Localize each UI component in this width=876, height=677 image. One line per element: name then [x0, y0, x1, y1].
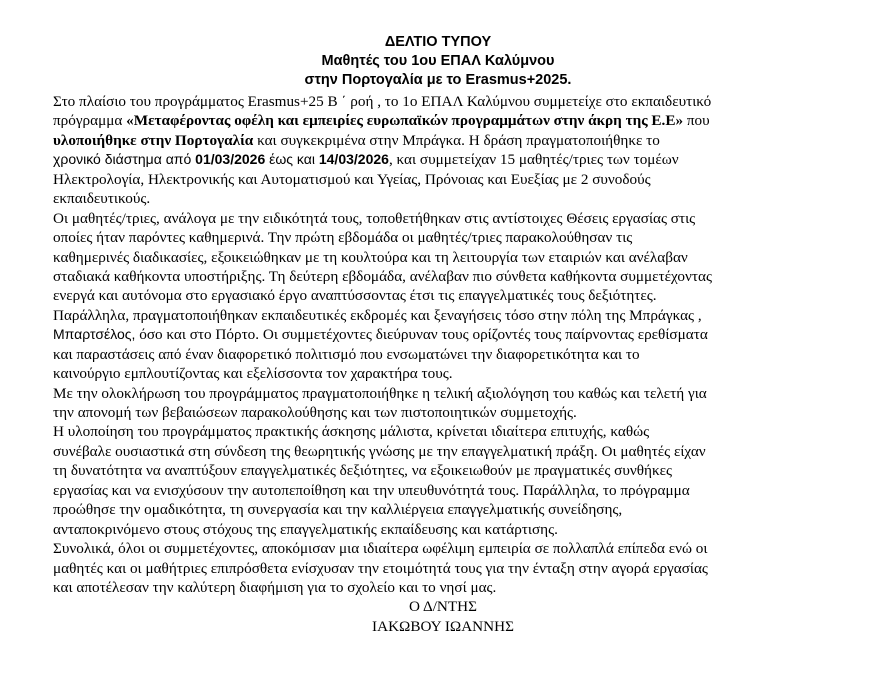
- text-span: , και συμμετείχαν 15 μαθητές/τριες των τομέων: [388, 151, 679, 169]
- text-line: οποίες ήταν παρόντες καθημερινά. Την πρώτη εβδομάδα οι μαθητές/τριες παρακολούθησαν τις: [53, 229, 633, 247]
- text-line: [53, 325, 833, 344]
- start-date: 01/03/2026: [195, 151, 266, 168]
- end-date: 14/03/2026: [318, 151, 389, 168]
- text-line: ενεργά και αυτόνομα στο εργασιακό έργο αναπτύσσοντας έτσι τις επαγγελματικές τους δεξιότητες.: [53, 287, 657, 305]
- text-line: καινούργιο εμπλουτίζοντας και εξελίσσοντα τον χαρακτήρα τους.: [53, 365, 453, 383]
- text-span: όσο και στο Πόρτο. Οι συμμετέχοντες διεύρυναν τους ορίζοντές τους παίρνοντας ερεθίσματα: [135, 326, 708, 344]
- text-span: έως και: [265, 151, 319, 168]
- text-span: και συγκεκριμένα στην Μπράγκα. Η δράση πραγματοποιήθηκε το: [253, 131, 660, 149]
- program-title: «Μεταφέροντας οφέλη και εμπειρίες ευρωπαϊκών προγραμμάτων στην άκρη της Ε.Ε»: [126, 112, 684, 130]
- text-line: ανταποκρινόμενο στους στόχους της επαγγελματικής εκπαίδευσης και κατάρτισης.: [53, 520, 558, 538]
- text-line: συνέβαλε ουσιαστικά στη σύνδεση της θεωρητικής γνώσης με την επαγγελματική πράξη. Οι μαθητές είχαν: [53, 442, 706, 460]
- text-line: Ηλεκτρολογία, Ηλεκτρονικής και Αυτοματισμού και Υγείας, Πρόνοιας και Ευεξίας με 2 συνοδούς: [53, 170, 651, 188]
- doc-title: ΔΕΛΤΙΟ ΤΥΠΟΥ: [384, 34, 492, 50]
- location-emphasis: υλοποιήθηκε στην Πορτογαλία: [53, 131, 254, 149]
- text-line: μαθητές και οι μαθήτριες επιπρόσθετα ενίσχυσαν την ετοιμότητά τους για την ένταξη στην αγορά εργασίας: [53, 559, 708, 577]
- text-span: χρονικό διάστημα από: [53, 151, 196, 168]
- text-line: σταδιακά καθήκοντα υποστήριξης. Τη δεύτερη εβδομάδα, ανέλαβαν πιο σύνθετα καθήκοντα συμμετέχοντας: [53, 267, 712, 285]
- text-span: πρόγραμμα: [53, 112, 127, 130]
- doc-body: [53, 92, 833, 636]
- text-line: και αποτέλεσαν την καλύτερη διαφήμιση για το σχολείο και το νησί μας.: [53, 578, 497, 596]
- text-line: [53, 131, 833, 150]
- text-line: καθημερινές διαδικασίες, εξοικειώθηκαν με τη κουλτούρα και τη λειτουργία των εταιριών και ανέλαβαν: [53, 248, 688, 266]
- doc-subtitle-2: στην Πορτογαλία με το Erasmus+2025.: [304, 72, 572, 88]
- text-line: [53, 150, 833, 169]
- text-span: Μπαρτσέλος,: [53, 326, 136, 343]
- text-line: Η υλοποίηση του προγράμματος πρακτικής άσκησης μάλιστα, κρίνεται ιδιαίτερα επιτυχής, καθώς: [53, 423, 650, 441]
- text-line: τη δυνατότητα να αναπτύξουν επαγγελματικές δεξιότητες, να εξοικειωθούν με πραγματικές συνθήκες: [53, 462, 673, 480]
- doc-subtitle: Μαθητές του 1ου ΕΠΑΛ Καλύμνου: [321, 53, 555, 69]
- text-line: Με την ολοκλήρωση του προγράμματος πραγματοποιήθηκε η τελική αξιολόγηση του καθώς και τελετή για: [53, 384, 707, 402]
- text-line: εκπαιδευτικούς.: [53, 190, 151, 208]
- text-line: την απονομή των βεβαιώσεων παρακολούθησης και των πιστοποιητικών συμμετοχής.: [53, 404, 577, 421]
- text-line: Παράλληλα, πραγματοποιήθηκαν εκπαιδευτικές εκδρομές και ξεναγήσεις τόσο στην πόλη της Μπράγκας ,: [53, 306, 702, 324]
- text-line: Στο πλαίσιο του προγράμματος Erasmus+25 Β ΄ ροή , το 1ο ΕΠΑΛ Καλύμνου συμμετείχε στο εκπαιδευτικό: [53, 93, 712, 110]
- text-line: προώθησε την ομαδικότητα, τη συνεργασία και την καλλιέργεια επαγγελματικής συνείδησης,: [53, 501, 623, 519]
- text-line: [53, 111, 833, 130]
- text-line: Οι μαθητές/τριες, ανάλογα με την ειδικότητά τους, τοποθετήθηκαν στις αντίστοιχες Θέσεις εργασίας στις: [53, 209, 696, 227]
- signature-role: Ο Δ/ΝΤΗΣ: [409, 598, 477, 616]
- text-line: Συνολικά, όλοι οι συμμετέχοντες, αποκόμισαν μια ιδιαίτερα ωφέλιμη εμπειρία σε πολλαπλά επίπεδα ενώ οι: [53, 540, 708, 558]
- text-span: που: [683, 112, 710, 130]
- signature-name: ΙΑΚΩΒΟΥ ΙΩΑΝΝΗΣ: [372, 617, 514, 635]
- text-line: εργασίας και να ενισχύσουν την αυτοπεποίθηση και την υπευθυνότητά τους. Παράλληλα, το πρόγραμμα: [53, 481, 690, 499]
- text-line: και παραστάσεις από έναν διαφορετικό πολιτισμό που ενσωματώνει την διαφορετικότητα και το: [53, 345, 640, 363]
